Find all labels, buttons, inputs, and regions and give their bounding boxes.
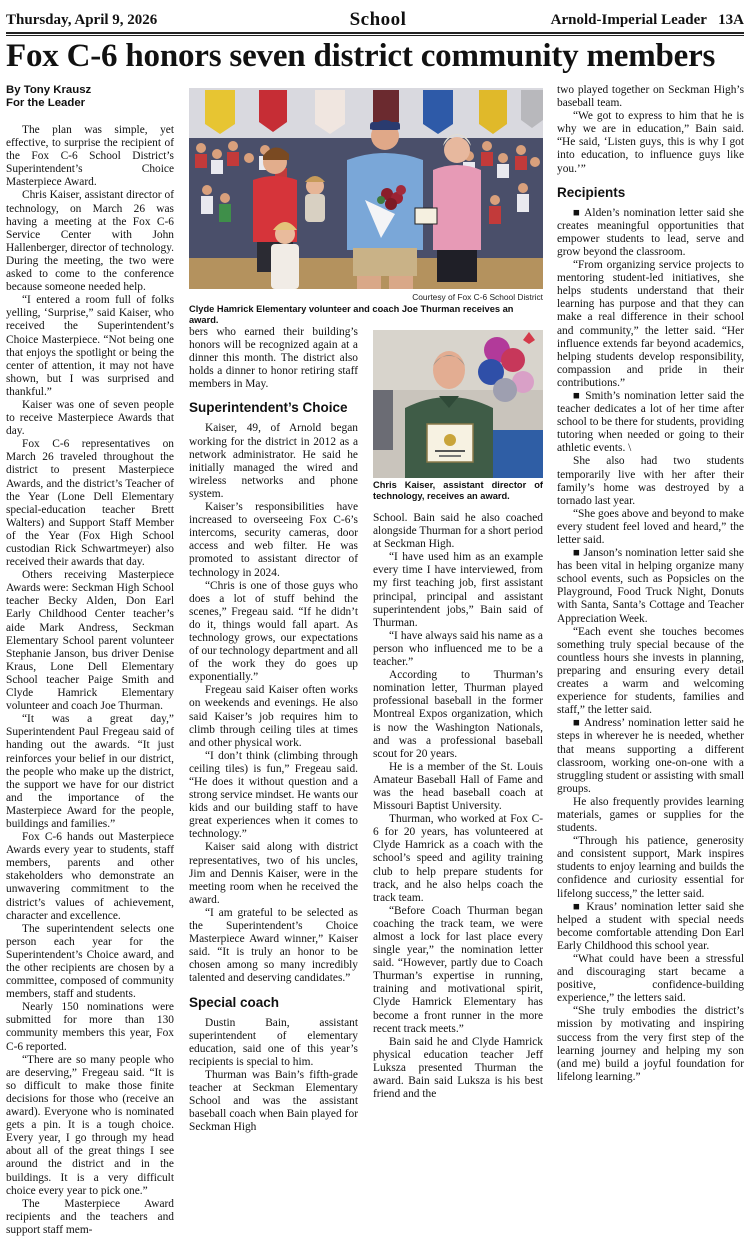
paragraph: He also frequently provides learning materials, games or supplies for the students. bbox=[557, 795, 744, 835]
subhead-superintendents-choice: Superintendent’s Choice bbox=[189, 400, 348, 416]
paper-and-page bbox=[551, 12, 744, 29]
paragraph: Chris Kaiser, assistant director of technology, on March 26 was having a meeting at the Fox C-6 Service Center with John Hallenberger, director of technology. During the meeting, the two were asked to come to the conference because someone needed help. bbox=[6, 189, 174, 294]
paragraph: “It was a great day,” Superintendent Paul Fregeau said of handing out the awards. “It just reinforces your belief in our district, the people who make up the district, the support we have for our district and the importance of the Masterpiece Award for the people, buildings and families.” bbox=[6, 713, 174, 830]
young-girl bbox=[271, 222, 299, 289]
paragraph: “What could have been a stressful and discouraging start became a positive, confidence-building experience,” the letters said. bbox=[557, 953, 744, 1005]
paragraph: “I don’t think (climbing through ceiling tiles) is fun,” Fregeau said. “He does it without question and a strong service mindset. He wants our kids and our building staff to have great experiences when it comes to technology.” bbox=[189, 749, 358, 841]
paragraph: Thurman, who worked at Fox C-6 for 20 years, has volunteered at Clyde Hamrick as a coach with the school’s speed and agility training club to help prepare students for track, and he also helps coach the track team. bbox=[373, 813, 543, 904]
paragraph: ■ Smith’s nomination letter said the teacher dedicates a lot of her time after school to be there for students, providing tutoring when needed or going to their athletic events. \ bbox=[557, 389, 744, 455]
masthead-rule-thin bbox=[6, 35, 744, 36]
paragraph: “Chris is one of those guys who does a lot of stuff behind the scenes,” Fregeau said. “If he didn’t do it, things would fall apart. As technology grows, our expectations of our technology department and all of the work they do goes up exponentially.” bbox=[189, 579, 358, 684]
main-photo bbox=[189, 88, 543, 289]
paragraph: “From organizing service projects to mentoring student-led initiatives, she helps students understand that their learning has purpose and that they can make a real difference in their school and community,” the letter said. “Her influence extends far beyond academics, helping students develop responsibility, compassion and pride in their contributions.” bbox=[557, 259, 744, 389]
paragraph: Fregeau said Kaiser often works on weekends and evenings. He also said Kaiser’s job requires him to climb through ceiling tiles at times and other physical work. bbox=[189, 684, 358, 749]
headline: Fox C-6 honors seven district community members bbox=[6, 38, 716, 74]
paragraph: According to Thurman’s nomination letter, Thurman played professional baseball in the former Montreal Expos organization, which is now the Washington Nationals, and was a professional baseball scout for 20 years. bbox=[373, 669, 543, 760]
paragraph: The plan was simple, yet effective, to surprise the recipient of the Fox C-6 School District’s Superintendent’s Choice Masterpiece Award. bbox=[6, 124, 174, 189]
photo-caption: Clyde Hamrick Elementary volunteer and coach Joe Thurman receives an award. bbox=[189, 304, 514, 325]
paragraph: Kaiser said along with district representatives, two of his uncles, Jim and Dennis Kaiser, were in the meeting room when he received the award. bbox=[189, 841, 358, 906]
paragraph: “I entered a room full of folks yelling, ‘Surprise,” said Kaiser, who received the Superintendent’s Choice Masterpiece. “Not being one that enjoys the spotlight or being the center of attention, it may not have shown, but I was surprised and thankful.” bbox=[6, 294, 174, 398]
paragraph: Kaiser was one of seven people to receive Masterpiece Awards that day. bbox=[6, 398, 174, 438]
masthead bbox=[6, 9, 750, 31]
paragraph: He is a member of the St. Louis Amateur Baseball Hall of Fame and was the head baseball coach at Missouri Baptist University. bbox=[373, 760, 543, 813]
paragraph: ■ Kraus’ nomination letter said she helped a student with special needs become comfortable attending Don Earl Early Childhood this school year. bbox=[557, 900, 744, 952]
masthead-rule bbox=[6, 32, 744, 34]
paragraph: ■ Alden’s nomination letter said she creates meaningful opportunities that empower students to lead, serve and grow beyond the classroom. bbox=[557, 206, 744, 258]
paragraph: She also had two students temporarily live with her after their family’s home was destroyed by a tornado last year. bbox=[557, 455, 744, 507]
subhead-special-coach: Special coach bbox=[189, 994, 280, 1010]
toddler bbox=[305, 176, 325, 222]
paragraph: “She goes above and beyond to make every student feel loved and heard,” the letter said. bbox=[557, 507, 744, 546]
paper-name: Arnold-Imperial Leader bbox=[550, 12, 707, 28]
paragraph: “Each event she touches becomes something truly special because of the countless hours she invests in planning, preparing and ensuring every detail creates a warm and welcoming experience for students, families and staff,” the letter said. bbox=[557, 625, 744, 717]
section-name: School bbox=[349, 9, 407, 30]
column-1 bbox=[6, 84, 174, 1237]
subhead-recipients: Recipients bbox=[557, 184, 626, 200]
award-group-photo bbox=[189, 88, 543, 289]
award-plaque bbox=[415, 208, 437, 224]
page-number: 13A bbox=[718, 12, 744, 28]
paragraph: “We got to express to him that he is why we are in education,” Bain said. “He said, ‘Listen guys, this is why I got into education, to influence guys like you.’” bbox=[557, 110, 744, 175]
paragraph: “There are so many people who are deserving,” Fregeau said. “It is so difficult to make those finite decisions for those who (receive an award). Everyone who is nominated gets a pin. It is a tough choice. Every year, I go through my head about all of the great things I see around the district and in the buildings. It is a very difficult choice every year to pick one.” bbox=[6, 1053, 174, 1197]
paragraph: “I have always said his name as a person who influenced me to be a teacher.” bbox=[373, 629, 543, 669]
paragraph: Nearly 150 nominations were submitted for more than 130 community members this year, Fox C-6 reported. bbox=[6, 1001, 174, 1053]
paragraph: The Masterpiece Award recipients and the teachers and support staff mem- bbox=[6, 1197, 174, 1236]
paragraph: Fox C-6 hands out Masterpiece Awards every year to students, staff members, parents and other stakeholders who demonstrate an unwavering commitment to the district’s values of achievement, character and excellence. bbox=[6, 831, 174, 922]
paragraph: Kaiser’s responsibilities have increased to overseeing Fox C-6’s intercoms, security cameras, door access and web filter. He was promoted to assistant director of technology in 2024. bbox=[189, 501, 358, 579]
paragraph: Others receiving Masterpiece Awards were: Seckman High School teacher Becky Alden, Don Earl Early Childhood Center teacher’s aide Mark Andress, Seckman Elementary School parent volunteer Stephanie Janson, bus driver Denise Kraus, Lone Dell Elementary School teacher Paige Smith and Clyde Hamrick Elementary volunteer and coach Joe Thurman. bbox=[6, 569, 174, 713]
second-photo bbox=[373, 330, 543, 478]
column-2 bbox=[189, 326, 358, 1134]
byline-org: For the Leader bbox=[6, 97, 86, 109]
paragraph: “Through his patience, generosity and consistent support, Mark inspires students to enjoy learning and builds the confidence and curiosity essential for lifelong success,” the letter said. bbox=[557, 835, 744, 900]
paragraph: School. Bain said he also coached alongside Thurman for a short period at Seckman High. bbox=[373, 512, 543, 551]
paragraph: “I have used him as an example every time I have interviewed, from my first teaching job, first assistant principal, principal and assistant superintendent jobs,” Bain said of Thurman. bbox=[373, 551, 543, 629]
paragraph: bers who earned their building’s honors will be recognized again at a dinner this month. The district also holds a dinner to honor retiring staff members in May. bbox=[189, 326, 358, 391]
paragraph: The superintendent selects one person each year for the Superintendent’s Choice award, and the other recipients are chosen by a committee, composed of community members, staff and students. bbox=[6, 922, 174, 1001]
issue-date: Thursday, April 9, 2026 bbox=[6, 12, 158, 28]
column-3 bbox=[373, 512, 543, 1101]
photo-caption: Chris Kaiser, assistant director of technology, receives an award. bbox=[373, 480, 543, 501]
paragraph: Thurman was Bain’s fifth-grade teacher at Seckman Elementary School and was the assistant baseball coach when Bain played for Seckman High bbox=[189, 1068, 358, 1134]
paragraph: ■ Andress’ nomination letter said he steps in wherever he is needed, whether that means supporting a different classroom, working one-on-one with a struggling student or assisting with small groups. bbox=[557, 717, 744, 795]
byline-author: By Tony Krausz bbox=[6, 84, 92, 96]
paragraph: “Before Coach Thurman began coaching the track team, we were almost a lock for last place every single year,” the nomination letter said. “However, partly due to Coach Thurman’s expertise in running, training and motivational spirit, Clyde Hamrick Elementary has become a front runner in the more recent track meets.” bbox=[373, 904, 543, 1035]
paragraph: “She truly embodies the district’s mission by motivating and inspiring success from the very first step of the learning journey and helping my son (and me) build a joyful foundation for lifelong learning.” bbox=[557, 1005, 744, 1083]
paragraph: ■ Janson’s nomination letter said she has been vital in helping organize many school events, such as Popsicles on the Playground, Food Truck Night, Donuts with Santa, Santa’s Cottage and Teacher Appreciation Week. bbox=[557, 547, 744, 625]
paragraph: two played together on Seckman High’s baseball team. bbox=[557, 84, 744, 110]
photo-credit: Courtesy of Fox C-6 School District bbox=[412, 292, 543, 302]
award-certificate bbox=[427, 424, 473, 462]
paragraph: Kaiser, 49, of Arnold began working for the district in 2012 as a network administrator. He said he initially managed the wired and wireless networks and phone system. bbox=[189, 422, 358, 500]
paragraph: Dustin Bain, assistant superintendent of elementary education, said one of this year’s recipients is special to him. bbox=[189, 1016, 358, 1068]
paragraph: “I am grateful to be selected as the Superintendent’s Choice Masterpiece Award winner,” Kaiser said. “It is truly an honor to be chosen among so many incredibly talented and deserving candidates.” bbox=[189, 906, 358, 985]
kaiser-award-photo bbox=[373, 330, 543, 478]
paragraph: Fox C-6 representatives on March 26 traveled throughout the district to present Masterpiece Awards, and the district’s Teacher of the Year (Lone Dell Elementary special-education teacher Brett Walters) and Support Staff Member of the Year (Fox High School custodian Rick Schwartmeyer) also received their awards that day. bbox=[6, 438, 174, 569]
column-4 bbox=[557, 84, 744, 1084]
paragraph: Bain said he and Clyde Hamrick physical education teacher Jeff Luksza presented Thurman the award. Bain said Luksza is his best friend and the bbox=[373, 1035, 543, 1101]
